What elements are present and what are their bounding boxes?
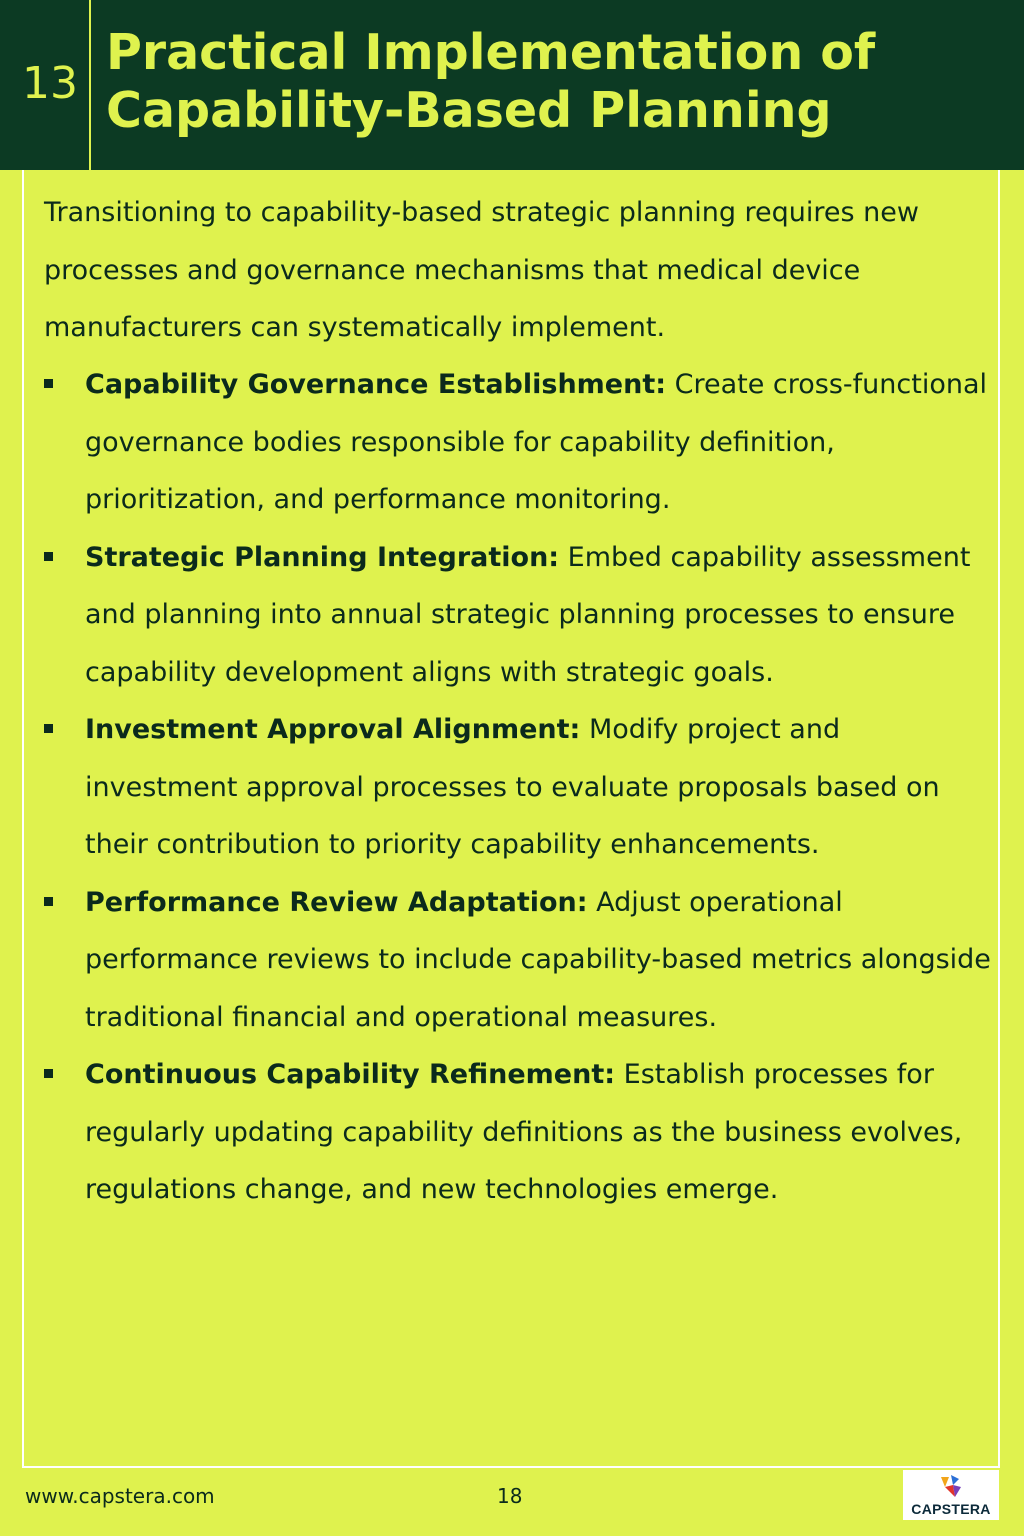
bullet-title: Strategic Planning Integration: — [85, 541, 560, 573]
logo-wordmark: CAPSTERA — [911, 1501, 991, 1517]
page-title-line-1: Practical Implementation of — [106, 24, 876, 81]
bullet-text: Embed capability assessment and planning into annual strategic planning processes to ensure capability development aligns with strategic goals. — [85, 541, 971, 688]
bullet-item-investment-approval — [44, 701, 994, 874]
bullet-item-continuous-refinement — [44, 1046, 994, 1219]
capstera-logo-icon — [937, 1473, 965, 1501]
intro-paragraph: Transitioning to capability-based strategic planning requires new processes and governance mechanisms that medical device manufacturers can systematically implement. — [44, 197, 919, 343]
header-divider — [89, 0, 91, 170]
bullet-item-strategic-planning — [44, 529, 994, 702]
bullet-title: Investment Approval Alignment: — [85, 714, 581, 745]
capstera-logo — [903, 1470, 999, 1520]
square-bullet-icon — [44, 897, 53, 906]
bullet-title: Capability Governance Establishment: — [85, 369, 667, 400]
bullet-text: Modify project and investment approval processes to evaluate proposals based on their contribution to priority capability enhancements. — [85, 714, 940, 860]
bullet-item-governance — [44, 356, 994, 529]
square-bullet-icon — [44, 724, 53, 733]
bullet-title: Performance Review Adaptation: — [85, 886, 588, 918]
bullet-text: Establish processes for regularly updating capability definitions as the business evolves, regulations change, and new technologies emerge. — [85, 1059, 963, 1205]
bullet-item-performance-review — [44, 874, 994, 1047]
section-number: 13 — [22, 58, 78, 109]
bullet-text: Adjust operational performance reviews to include capability-based metrics alongside traditional financial and operational measures. — [85, 886, 991, 1033]
square-bullet-icon — [44, 1069, 53, 1078]
footer-website-link[interactable]: www.capstera.com — [25, 1484, 215, 1508]
square-bullet-icon — [44, 379, 53, 388]
square-bullet-icon — [44, 552, 53, 561]
bullet-title: Continuous Capability Refinement: — [85, 1059, 616, 1090]
page-header — [0, 0, 1024, 170]
bullet-text: Create cross-functional governance bodies responsible for capability definition, prioritization, and performance monitoring. — [85, 369, 988, 515]
page-title-line-2: Capability-Based Planning — [106, 82, 832, 139]
page-title — [106, 24, 1006, 140]
bullet-list — [44, 356, 994, 1219]
page-number: 18 — [497, 1484, 523, 1508]
